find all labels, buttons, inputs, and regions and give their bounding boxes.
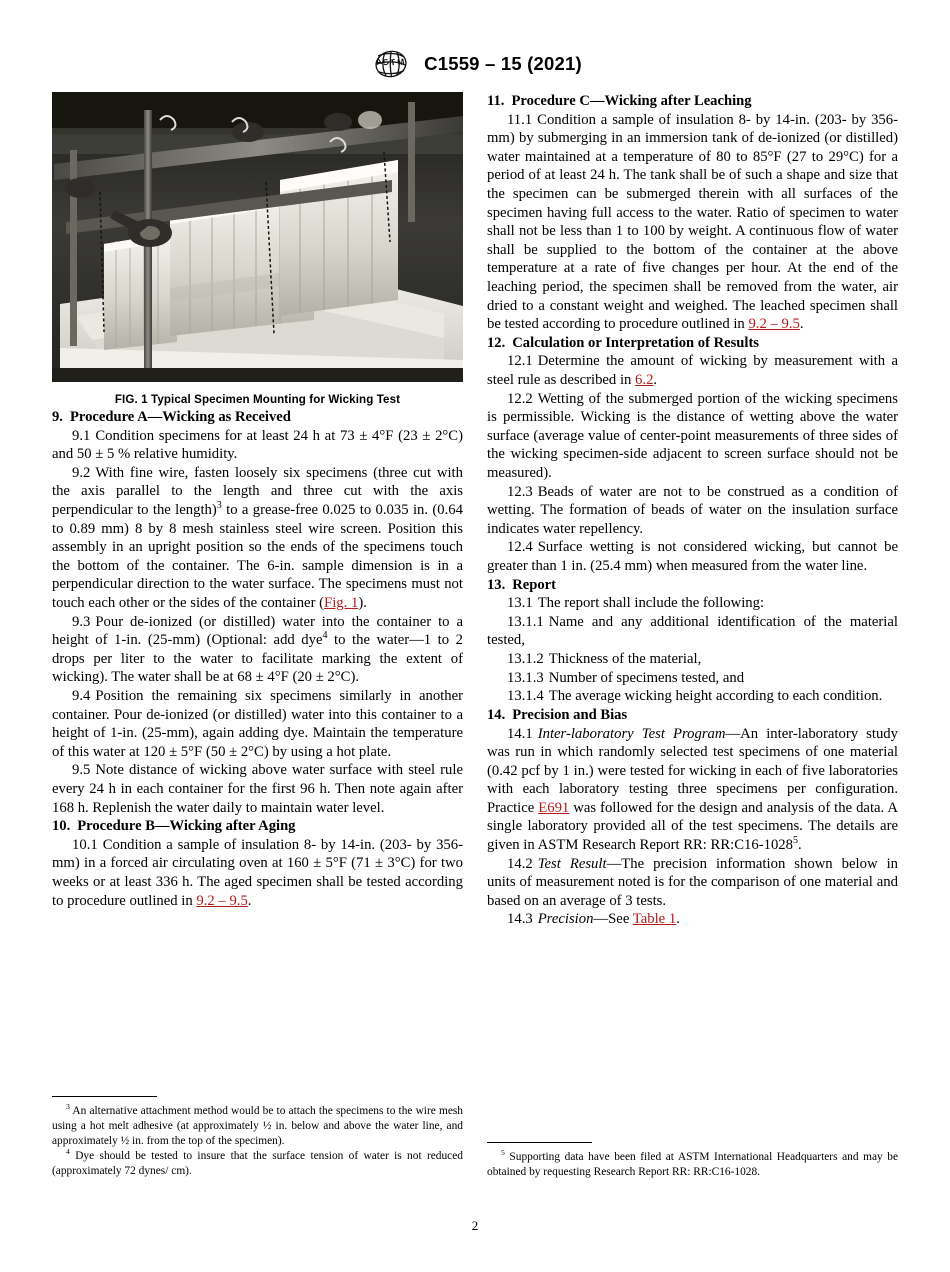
footnote-ref-4[interactable]: 4 — [322, 630, 328, 642]
paragraph-9-2-text-a: With fine wire, fasten loosely six specimens (three cut with the axis parallel to the length and three cut with the axis perpendicular to the length) — [52, 464, 463, 519]
section-11-title: Procedure C—Wicking after Leaching — [511, 93, 752, 109]
paragraph-14-3-text-a: —See — [593, 911, 633, 928]
section-9-title: Procedure A—Wicking as Received — [69, 409, 291, 425]
paragraph-12-3 — [487, 483, 898, 539]
svg-text:A: A — [374, 55, 383, 68]
section-10-title: Procedure B—Wicking after Aging — [77, 818, 296, 835]
paragraph-14-2-lead-in: Test Result — [537, 855, 607, 872]
footnote-3 — [52, 1104, 463, 1148]
paragraph-13-1-4-text: The average wicking height according to each condition. — [548, 688, 883, 705]
footnote-3-marker: 3 — [66, 1102, 70, 1112]
paragraph-14-3-number: 14.3 — [507, 911, 533, 928]
paragraph-11-1 — [487, 111, 898, 334]
paragraph-12-1-text-b: . — [653, 372, 658, 389]
figure-1 — [52, 92, 463, 406]
xref-6-2[interactable]: 6.2 — [635, 372, 654, 389]
paragraph-9-2-number: 9.2 — [72, 464, 91, 481]
paragraph-12-2-number: 12.2 — [507, 390, 533, 407]
paragraph-13-1-4-number: 13.1.4 — [507, 688, 544, 705]
svg-text:S: S — [382, 56, 390, 68]
paragraph-12-4-text: Surface wetting is not considered wicking, but cannot be greater than 1 in. (25.4 mm) when measured from the water line. — [487, 539, 898, 574]
footnote-ref-3[interactable]: 3 — [216, 500, 222, 512]
footnote-ref-5[interactable]: 5 — [792, 835, 798, 847]
paragraph-9-3-number: 9.3 — [72, 613, 91, 630]
section-11-number: 11. — [487, 93, 505, 109]
footnote-separator-left — [52, 1096, 157, 1097]
footnote-separator-right — [487, 1142, 592, 1143]
footnote-3-text: An alternative attachment method would be to attach the specimens to the wire mesh using a hot melt adhesive (at approximately ½ in. below and above the water line, and approximately ½ in. from the top of the specimen). — [52, 1105, 463, 1147]
paragraph-13-1-3-text: Number of specimens tested, and — [548, 669, 745, 686]
paragraph-13-1-1 — [487, 613, 898, 650]
paragraph-14-1-text-b: was followed for the design and analysis of the data. A single laboratory provided all of the test specimens. The details are given in ASTM Research Report RR: RR:C16-1028 — [487, 799, 898, 854]
paragraph-9-1-number: 9.1 — [72, 427, 91, 444]
xref-9-2-9-5-left[interactable]: 9.2 – 9.5 — [196, 892, 248, 909]
paragraph-9-4 — [52, 687, 463, 761]
paragraph-13-1-1-number: 13.1.1 — [507, 613, 544, 630]
section-14-heading — [487, 706, 898, 725]
section-12-heading — [487, 334, 898, 353]
section-10-number: 10. — [52, 818, 71, 835]
paragraph-13-1-3 — [487, 669, 898, 688]
paragraph-14-1 — [487, 725, 898, 855]
paragraph-9-3 — [52, 613, 463, 687]
paragraph-13-1-text: The report shall include the following: — [537, 595, 765, 612]
section-13-number: 13. — [487, 576, 506, 593]
paragraph-14-1-lead-in: Inter-laboratory Test Program — [537, 725, 726, 742]
paragraph-9-2-text-c: ). — [358, 595, 367, 612]
paragraph-13-1-number: 13.1 — [507, 595, 533, 612]
paragraph-13-1-4 — [487, 687, 898, 706]
paragraph-14-1-number: 14.1 — [507, 725, 533, 742]
paragraph-11-1-text-b: . — [799, 316, 804, 333]
xref-fig-1[interactable]: Fig. 1 — [324, 595, 359, 612]
section-10-heading — [52, 817, 463, 836]
paragraph-12-4-number: 12.4 — [507, 539, 533, 556]
paragraph-14-3-lead-in: Precision — [537, 911, 594, 928]
section-11-heading — [487, 92, 898, 111]
section-12-number: 12. — [487, 334, 506, 351]
paragraph-9-5-number: 9.5 — [72, 762, 91, 779]
paragraph-13-1-3-number: 13.1.3 — [507, 669, 544, 686]
paragraph-10-1-text-a: Condition a sample of insulation 8- by 14-in. (203- by 356-mm) in a forced air circulating oven at 160 ± 5°F (71 ± 3°C) for two weeks or at least 336 h. The aged specimen shall be tested according to procedure outlined in — [52, 836, 463, 909]
left-column — [52, 92, 463, 910]
section-9-heading — [52, 408, 463, 427]
paragraph-9-5-text: Note distance of wicking above water surface with steel rule every 24 h in each container for the first 96 h. Then note again after 168 h. Replenish the water daily to maintain water level. — [52, 762, 463, 816]
right-column — [487, 92, 898, 929]
paragraph-12-1-number: 12.1 — [507, 353, 533, 370]
paragraph-9-5 — [52, 761, 463, 817]
footnote-4-text: Dye should be tested to insure that the surface tension of water is not reduced (approximately 72 dynes/ cm). — [52, 1150, 463, 1178]
paragraph-14-2 — [487, 855, 898, 911]
footnotes-right — [487, 1142, 898, 1181]
xref-table-1[interactable]: Table 1 — [632, 911, 677, 928]
footnote-4-marker: 4 — [66, 1147, 70, 1157]
paragraph-9-2 — [52, 464, 463, 613]
paragraph-13-1-2-number: 13.1.2 — [507, 651, 544, 668]
figure-caption: FIG. 1 Typical Specimen Mounting for Wicking Test — [114, 393, 401, 406]
section-14-title: Precision and Bias — [512, 706, 628, 723]
paragraph-12-4 — [487, 538, 898, 575]
section-13-heading — [487, 576, 898, 595]
paragraph-14-3-text-b: . — [676, 911, 680, 928]
paragraph-14-1-text-c: . — [797, 837, 802, 854]
paragraph-9-4-text: Position the remaining six specimens similarly in another container. Pour de-ionized (or distilled) water into this container to a height of 1-in. (25-mm), again adding dye. Maintain the temperature of this water at 120 ± 5°F (50 ± 2°C) by using a hot plate. — [52, 687, 463, 760]
paragraph-9-1-text: Condition specimens for at least 24 h at 73 ± 4°F (23 ± 2°C) and 50 ± 5 % relative humidity. — [52, 427, 463, 463]
paragraph-12-2 — [487, 390, 898, 483]
paragraph-14-2-text: —The precision information shown below in units of measurement noted is for the comparison of one material and based on an average of 3 tests. — [487, 855, 898, 909]
xref-e691[interactable]: E691 — [538, 799, 570, 816]
paragraph-13-1-2-text: Thickness of the material, — [548, 651, 702, 668]
paragraph-9-3-text-b: to the water—1 to 2 drops per liter to the water to facilitate marking the extent of wicking). The water shall be at 68 ± 4°F (20 ± 2°C). — [52, 632, 463, 686]
paragraph-10-1 — [52, 836, 463, 910]
section-9-number: 9. — [52, 409, 63, 425]
paragraph-14-3 — [487, 910, 898, 929]
footnote-5-text: Supporting data have been filed at ASTM International Headquarters and may be obtained by requesting Research Report RR: RR:C16-1028. — [487, 1151, 898, 1178]
astm-logo — [368, 49, 414, 79]
page-number: 2 — [471, 1218, 479, 1233]
svg-text:T: T — [389, 56, 397, 68]
paragraph-11-1-text-a: Condition a sample of insulation 8- by 14-in. (203- by 356-mm) by submerging in an immersion tank of de-ionized (or distilled) water maintained at a temperature of 80 to 85°F (27 to 29°C) for a period of at least 24 h. The tank shall be of such a shape and size that the specimen can be submerged therein with all surfaces of the specimen having full access to the water. Ratio of specimen to water shall not be less than 1 to 100 by weight. A continuous flow of water shall be supplied to the bottom of the container at the above temperature at a rate of five changes per hour. At the end of the leaching period, the specimen shall be removed from the water, air dried to a constant weight and weighed. The leached specimen shall be tested according to procedure outlined in — [487, 111, 898, 333]
paragraph-9-1 — [52, 427, 463, 464]
paragraph-9-3-text-a: Pour de-ionized (or distilled) water into the container to a height of 1-in. (25-mm) (Optional: add dye — [52, 613, 463, 649]
paragraph-12-2-text: Wetting of the submerged portion of the wicking specimens is permissible. Wicking is the distance of wetting above the water surface (average value of center-point measurements of three sides of the wicking specimen-side adjacent to screen surface should not be measured). — [487, 390, 898, 482]
footnote-5-marker: 5 — [501, 1148, 505, 1158]
paragraph-10-1-text-b: . — [247, 892, 252, 909]
paragraph-9-4-number: 9.4 — [72, 687, 91, 704]
specimen-mounting-photo — [52, 92, 463, 382]
footnote-4 — [52, 1149, 463, 1179]
section-12-title: Calculation or Interpretation of Results — [512, 334, 759, 351]
xref-9-2-9-5-right[interactable]: 9.2 – 9.5 — [748, 316, 800, 333]
paragraph-12-3-text: Beads of water are not to be construed as a condition of wetting. The formation of beads of water on the insulation surface indicates water repellency. — [487, 483, 898, 537]
paragraph-9-2-text-b: to a grease-free 0.025 to 0.035 in. (0.64 to 0.89 mm) 8 by 8 mesh stainless steel wire screen. Position this assembly in an upright position so the ends of the specimens touch the bottom of the container. The 6-in. sample dimension is in a perpendicular direction to the water surface. The specimens must not touch each other or the sides of the container ( — [52, 502, 463, 612]
footnote-5 — [487, 1150, 898, 1180]
paragraph-11-1-number: 11.1 — [507, 111, 533, 128]
paragraph-14-2-number: 14.2 — [507, 855, 533, 872]
paragraph-12-1 — [487, 352, 898, 389]
section-13-title: Report — [512, 576, 557, 593]
paragraph-12-1-text-a: Determine the amount of wicking by measurement with a steel rule as described in — [487, 353, 898, 389]
paragraph-14-1-text-a: —An inter-laboratory study was run in which randomly selected test specimens of one material (0.42 pcf by 1 in.) were tested for wicking in each of five laboratories with each laboratory testing three specimens per configuration. Practice — [487, 725, 898, 816]
paragraph-12-3-number: 12.3 — [507, 483, 533, 500]
paragraph-13-1-1-text: Name and any additional identification of the material tested, — [487, 613, 898, 649]
svg-text:M: M — [396, 56, 406, 68]
paragraph-10-1-number: 10.1 — [72, 836, 98, 853]
section-14-number: 14. — [487, 706, 506, 723]
paragraph-13-1-2 — [487, 650, 898, 669]
page-header — [0, 44, 950, 84]
paragraph-13-1 — [487, 594, 898, 613]
footnotes-left — [52, 1096, 463, 1180]
standard-designation: C1559 – 15 (2021) — [424, 53, 582, 74]
